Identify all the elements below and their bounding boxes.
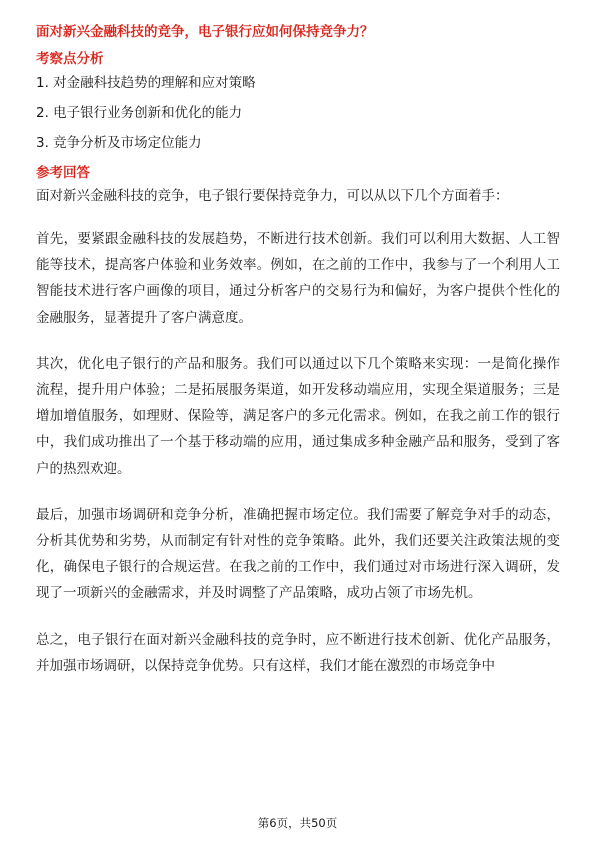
answer-paragraph-conclusion: 总之，电子银行在面对新兴金融科技的竞争时，应不断进行技术创新、优化产品服务，并加强市场调研，以保持竞争优势。只有这样，我们才能在激烈的市场竞争中	[36, 631, 560, 674]
analysis-point: 3. 竞争分析及市场定位能力	[36, 135, 202, 151]
answer-paragraph-third: 最后，加强市场调研和竞争分析，准确把握市场定位。我们需要了解竞争对手的动态，分析其优势和劣势，从而制定有针对性的竞争策略。此外，我们还要关注政策法规的变化，确保电子银行的合规运营。在我之前的工作中，我们通过对市场进行深入调研，发现了一项新兴的金融需求，并及时调整了产品策略，成功占领了市场先机。	[36, 506, 560, 602]
analysis-points-list	[36, 73, 560, 153]
document-page	[36, 22, 560, 679]
analysis-point: 1. 对金融科技趋势的理解和应对策略	[36, 75, 256, 91]
analysis-heading: 考察点分析	[36, 51, 104, 67]
answer-paragraph-first: 首先，要紧跟金融科技的发展趋势，不断进行技术创新。我们可以利用大数据、人工智能等技术，提高客户体验和业务效率。例如，在之前的工作中，我参与了一个利用人工智能技术进行客户画像的项目，通过分析客户的交易行为和偏好，为客户提供个性化的金融服务，显著提升了客户满意度。	[36, 231, 560, 326]
answer-heading: 参考回答	[36, 165, 90, 181]
page-number-footer: 第6页，共50页	[257, 816, 338, 830]
analysis-point: 2. 电子银行业务创新和优化的能力	[36, 105, 243, 121]
answer-intro: 面对新兴金融科技的竞争，电子银行要保持竞争力，可以从以下几个方面着手：	[36, 188, 509, 204]
question-title: 面对新兴金融科技的竞争，电子银行应如何保持竞争力？	[36, 24, 374, 40]
answer-paragraph-second: 其次，优化电子银行的产品和服务。我们可以通过以下几个策略来实现：一是简化操作流程，提升用户体验；二是拓展服务渠道，如开发移动端应用，实现全渠道服务；三是增加增值服务，如理财、保险等，满足客户的多元化需求。例如，在我之前工作的银行中，我们成功推出了一个基于移动端的应用，通过集成多种金融产品和服务，受到了客户的热烈欢迎。	[36, 355, 560, 477]
